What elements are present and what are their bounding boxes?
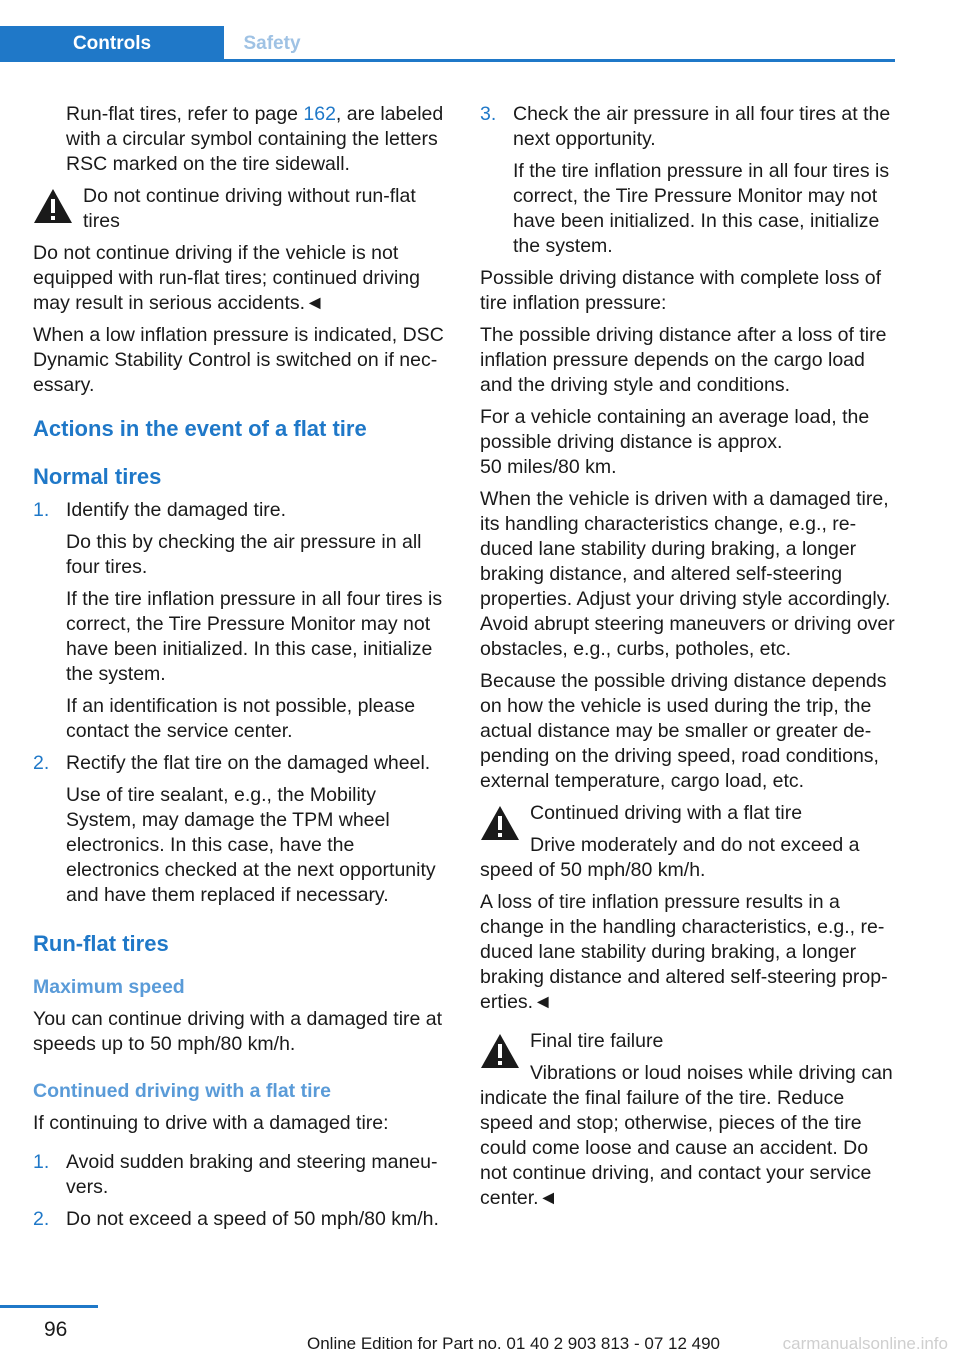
list-number: 1. [33,499,50,521]
runflat-intro-text-b: , are labeled with a circular symbol containing the letters RSC marked on the tire sidewall. [66,103,444,175]
list-item [33,1207,451,1239]
list-text: Do not exceed a speed of 50 mph/80 km/h. [66,1208,439,1230]
list-text: Check the air pressure in all four tires at the next opportunity. [513,103,891,150]
warning-body: Drive moderately and do not exceed a speed of 50 mph/80 km/h. [480,834,860,881]
tab-controls[interactable]: Controls [0,26,224,62]
list-text: Rectify the flat tire on the damaged wheel. [66,752,431,774]
header-bar [0,0,895,62]
list-text: If the tire inflation pressure in all four tires is correct, the Tire Pressure Monitor may not have been initialized. In this case, initialize the system. [513,160,890,257]
list-text: Avoid sudden braking and steering maneuvers. [66,1151,438,1198]
warning-triangle-icon [480,1033,520,1069]
list-text: Use of tire sealant, e.g., the Mobility System, may damage the TPM wheel electronics. In this case, have the electronics checked at the next opportunity and have them replaced if necessary. [66,784,436,906]
right-column [480,102,898,1218]
warning-title: Do not continue driving without run-flat tires [83,185,416,232]
heading-runflat-tires: Run-flat tires [33,931,169,956]
warning-title: Final tire failure [530,1030,664,1052]
left-column [33,102,451,1239]
list-number: 3. [480,103,497,125]
warning-final-failure [480,1029,898,1211]
list-item [33,751,451,915]
average-load-distance: 50 miles/80 km. [480,456,617,478]
page-link-162[interactable]: 162 [303,103,336,125]
list-item [480,102,898,266]
runflat-intro [33,102,451,177]
watermark: carmanualsonline.info [782,1334,948,1353]
continued-paragraph: If continuing to drive with a damaged tire: [33,1112,389,1134]
warning-no-runflat [33,184,451,316]
heading-continued-driving: Continued driving with a flat tire [33,1080,331,1102]
warning-body: Do not continue driving if the vehicle is not equipped with run-flat tires; continued driving may result in serious accidents.◄ [33,242,420,314]
heading-normal-tires: Normal tires [33,464,162,489]
heading-actions: Actions in the event of a flat tire [33,416,367,441]
heading-maximum-speed: Maximum speed [33,976,185,998]
list-text: Identify the damaged tire. [66,499,287,521]
maxspeed-paragraph: You can continue driving with a damaged tire at speeds up to 50 mph/80 km/h. [33,1008,443,1055]
warning-body: Vibrations or loud noises while driving can indicate the final failure of the tire. Reduce speed and stop; otherwise, pieces of the tire could come loose and cause an accident. Do not continue driving, and contact your service center.◄ [480,1062,893,1209]
runflat-intro-text-a: Run-flat tires, refer to page [66,103,304,125]
driving-distance-paragraph: The possible driving distance after a loss of tire inflation pressure depends on the cargo load and the driving style and conditions. [480,324,887,396]
list-item [33,498,451,751]
footer-rule [0,1305,98,1308]
pressure-loss-paragraph: A loss of tire inflation pressure results in a change in the handling characteristics, e.g., reduced lane stability during braking, a longer braking distance and altered self-steering properties.◄ [480,891,888,1013]
dsc-paragraph: When a low inflation pressure is indicated, DSC Dynamic Stability Control is switched on if necessary. [33,324,444,396]
average-load-text: For a vehicle containing an average load, the possible driving distance is approx. [480,406,870,453]
warning-continued-driving [480,801,898,883]
warning-triangle-icon [33,188,73,224]
driving-distance-intro: Possible driving distance with complete loss of tire inflation pressure: [480,267,882,314]
page-number: 96 [44,1318,68,1341]
list-text: Do this by checking the air pressure in all four tires. [66,531,422,578]
warning-title: Continued driving with a flat tire [530,802,803,824]
list-text: If the tire inflation pressure in all four tires is correct, the Tire Pressure Monitor may not have been initialized. In this case, initialize the system. [66,588,443,685]
list-item [33,1150,451,1207]
distance-depends-paragraph: Because the possible driving distance depends on how the vehicle is used during the trip, the actual distance may be smaller or greater depending on the driving speed, road conditions, external temperature, cargo load, etc. [480,670,887,792]
average-load-paragraph [480,405,898,480]
header-rule [0,59,895,62]
list-number: 2. [33,1208,50,1230]
tab-safety[interactable]: Safety [224,26,320,62]
list-number: 2. [33,752,50,774]
list-number: 1. [33,1151,50,1173]
warning-triangle-icon [480,805,520,841]
edition-note: Online Edition for Part no. 01 40 2 903 813 - 07 12 490 [306,1334,720,1353]
list-text: If an identification is not possible, please contact the service center. [66,695,416,742]
handling-paragraph: When the vehicle is driven with a damaged tire, its handling characteristics change, e.g., reduced lane stability during braking, a longer braking distance, and altered self-steering properties. Adjust your driving style accordingly. Avoid abrupt steering maneuvers or driving over obstacles, e.g., curbs, potholes, etc. [480,488,895,660]
